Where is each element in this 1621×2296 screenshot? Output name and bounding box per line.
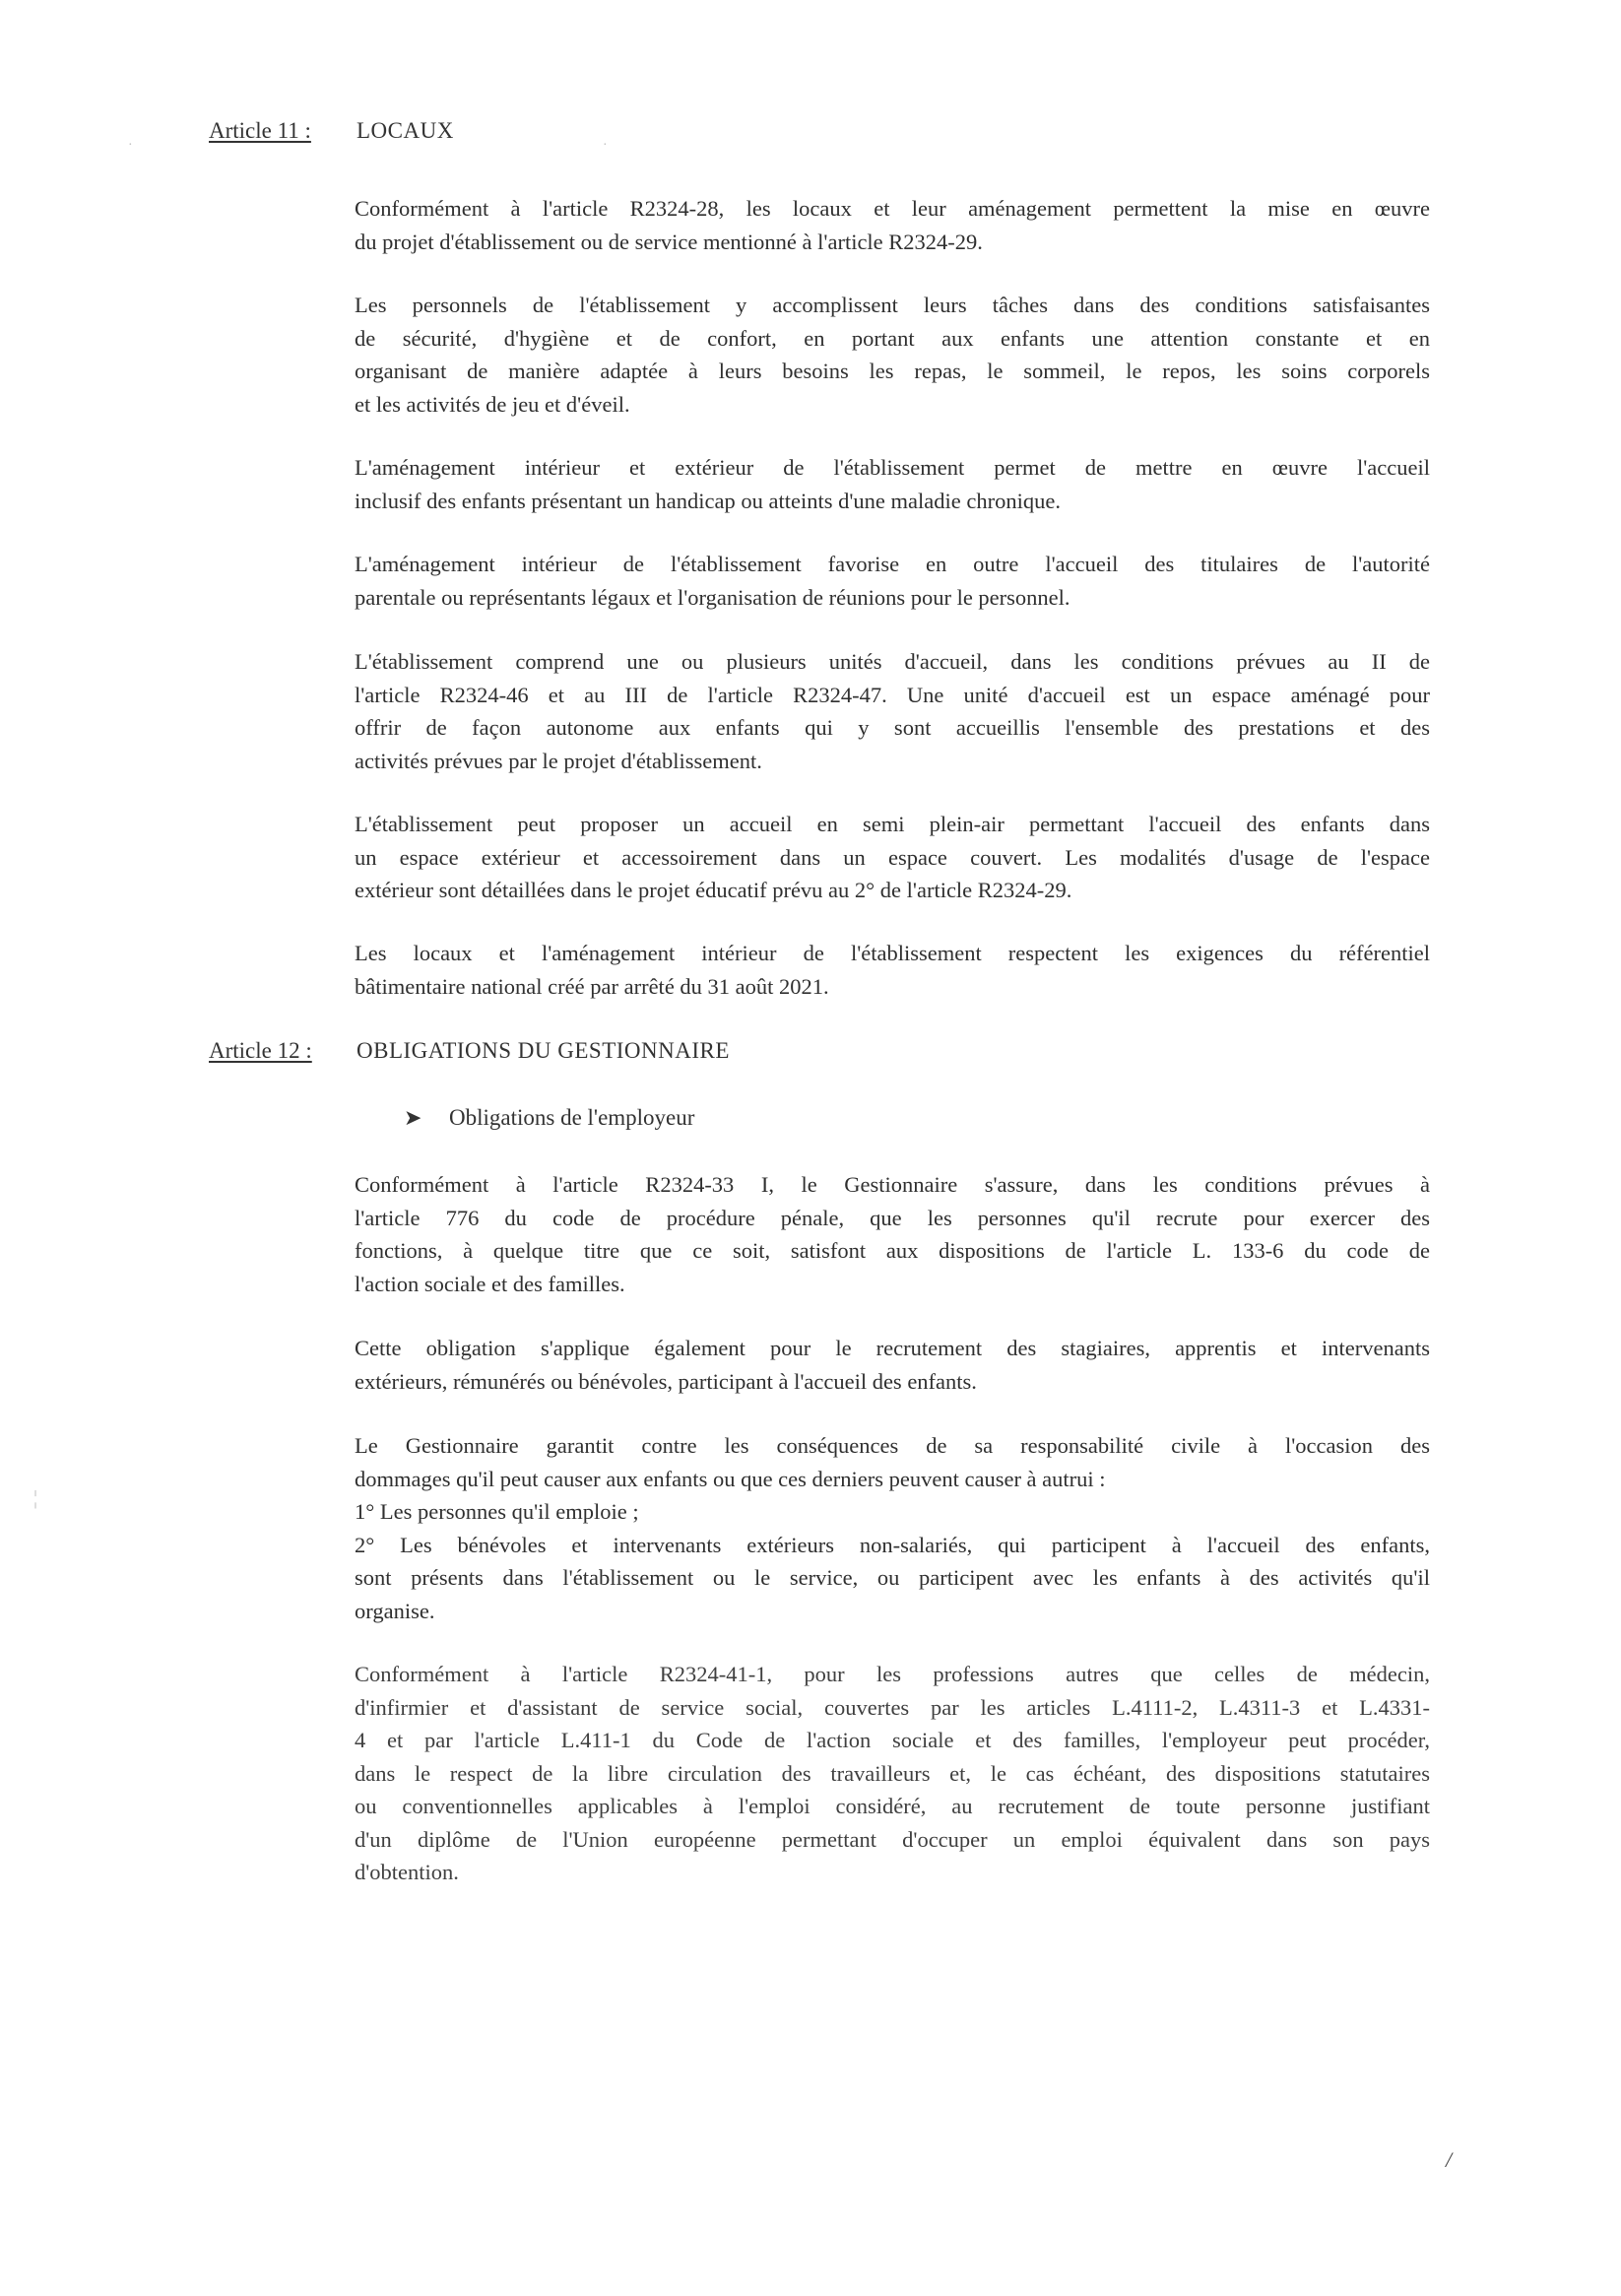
article-11-paragraph-5 (355, 645, 1430, 777)
article-12-label: Article 12 : (209, 1038, 312, 1063)
article-11-title: LOCAUX (357, 118, 454, 143)
text-line: activités prévues par le projet d'établissement. (355, 748, 762, 773)
text-line: sont présents dans l'établissement ou le service, ou participent avec les enfants à des activités qu'il (355, 1565, 1430, 1590)
article-12-paragraph-3 (355, 1429, 1430, 1627)
article-12-heading (209, 1034, 730, 1068)
article-12-paragraph-1 (355, 1168, 1430, 1300)
text-line: dans le respect de la libre circulation des travailleurs et, le cas échéant, des dispositions statutaires (355, 1760, 1430, 1786)
text-line: organisant de manière adaptée à leurs besoins les repas, le sommeil, le repos, les soins corporels (355, 359, 1430, 383)
text-line: 4 et par l'article L.411-1 du Code de l'action sociale et des familles, l'employeur peut procéder, (355, 1728, 1430, 1752)
article-11-paragraph-7 (355, 937, 1430, 1003)
article-11-paragraph-6 (355, 808, 1430, 907)
text-line: du projet d'établissement ou de service mentionné à l'article R2324-29. (355, 229, 983, 254)
article-11-paragraph-4 (355, 548, 1430, 614)
text-line: Conformément à l'article R2324-28, les locaux et leur aménagement permettent la mise en œuvre (355, 196, 1430, 221)
text-line: organise. (355, 1598, 435, 1623)
text-line: dommages qu'il peut causer aux enfants ou que ces derniers peuvent causer à autrui : (355, 1466, 1106, 1491)
article-12-paragraph-2 (355, 1332, 1430, 1398)
text-line: offrir de façon autonome aux enfants qui y sont accueillis l'ensemble des prestations et des (355, 715, 1430, 740)
text-line: Le Gestionnaire garantit contre les conséquences de sa responsabilité civile à l'occasion des (355, 1433, 1430, 1458)
scan-speck: · (128, 138, 133, 153)
article-11-heading (209, 114, 454, 148)
text-line: parentale ou représentants légaux et l'organisation de réunions pour le personnel. (355, 584, 1070, 610)
text-line: 2° Les bénévoles et intervenants extérieurs non-salariés, qui participent à l'accueil des enfants, (355, 1532, 1430, 1557)
text-line: L'établissement comprend une ou plusieurs unités d'accueil, dans les conditions prévues au II de (355, 649, 1430, 674)
scan-speck: ¦ (33, 1487, 38, 1509)
text-line: l'article R2324-46 et au III de l'article R2324-47. Une unité d'accueil est un espace aménagé pour (355, 682, 1430, 707)
article-11-paragraph-2 (355, 289, 1430, 421)
text-line: 1° Les personnes qu'il emploie ; (355, 1499, 639, 1524)
text-line: fonctions, à quelque titre que ce soit, satisfont aux dispositions de l'article L. 133-6 du code de (355, 1238, 1430, 1263)
text-line: L'aménagement intérieur et extérieur de l'établissement permet de mettre en œuvre l'accueil (355, 455, 1430, 480)
text-line: d'obtention. (355, 1860, 459, 1884)
text-line: inclusif des enfants présentant un handicap ou atteints d'une maladie chronique. (355, 488, 1061, 513)
text-line: un espace extérieur et accessoirement dans un espace couvert. Les modalités d'usage de l'espace (355, 844, 1430, 870)
text-line: ou conventionnelles applicables à l'emploi considéré, au recrutement de toute personne justifiant (355, 1794, 1430, 1818)
bullet-text: Obligations de l'employeur (449, 1105, 695, 1130)
text-line: Conformément à l'article R2324-33 I, le Gestionnaire s'assure, dans les conditions prévues à (355, 1172, 1430, 1197)
arrowhead-bullet-icon: ➤ (404, 1105, 422, 1130)
text-line: et les activités de jeu et d'éveil. (355, 391, 630, 417)
text-line: L'aménagement intérieur de l'établissement favorise en outre l'accueil des titulaires de l'autorité (355, 552, 1430, 576)
page-mark: / (1446, 2147, 1453, 2172)
scan-speck: · (603, 138, 608, 153)
article-11-label: Article 11 : (209, 118, 311, 143)
article-12-title: OBLIGATIONS DU GESTIONNAIRE (357, 1038, 730, 1063)
text-line: bâtimentaire national créé par arrêté du 31 août 2021. (355, 973, 829, 999)
text-line: extérieur sont détaillées dans le projet éducatif prévu au 2° de l'article R2324-29. (355, 878, 1072, 902)
text-line: l'action sociale et des familles. (355, 1271, 625, 1296)
text-line: de sécurité, d'hygiène et de confort, en portant aux enfants une attention constante et en (355, 325, 1430, 351)
text-line: Les personnels de l'établissement y accomplissent leurs tâches dans des conditions satisfaisantes (355, 293, 1430, 317)
text-line: L'établissement peut proposer un accueil en semi plein-air permettant l'accueil des enfants dans (355, 812, 1430, 836)
text-line: d'infirmier et d'assistant de service social, couvertes par les articles L.4111-2, L.4311-3 et L.4331- (355, 1694, 1430, 1720)
text-line: Cette obligation s'applique également pour le recrutement des stagiaires, apprentis et intervenants (355, 1336, 1430, 1360)
text-line: Les locaux et l'aménagement intérieur de l'établissement respectent les exigences du référentiel (355, 941, 1430, 965)
text-line: d'un diplôme de l'Union européenne permettant d'occuper un emploi équivalent dans son pays (355, 1826, 1430, 1852)
text-line: l'article 776 du code de procédure pénale, que les personnes qu'il recrute pour exercer des (355, 1205, 1430, 1230)
employer-obligations-bullet (404, 1101, 694, 1135)
article-11-paragraph-3 (355, 451, 1430, 517)
article-12-paragraph-4 (355, 1658, 1430, 1889)
article-11-paragraph-1 (355, 192, 1430, 258)
text-line: extérieurs, rémunérés ou bénévoles, participant à l'accueil des enfants. (355, 1368, 977, 1394)
text-line: Conformément à l'article R2324-41-1, pour les professions autres que celles de médecin, (355, 1662, 1430, 1686)
